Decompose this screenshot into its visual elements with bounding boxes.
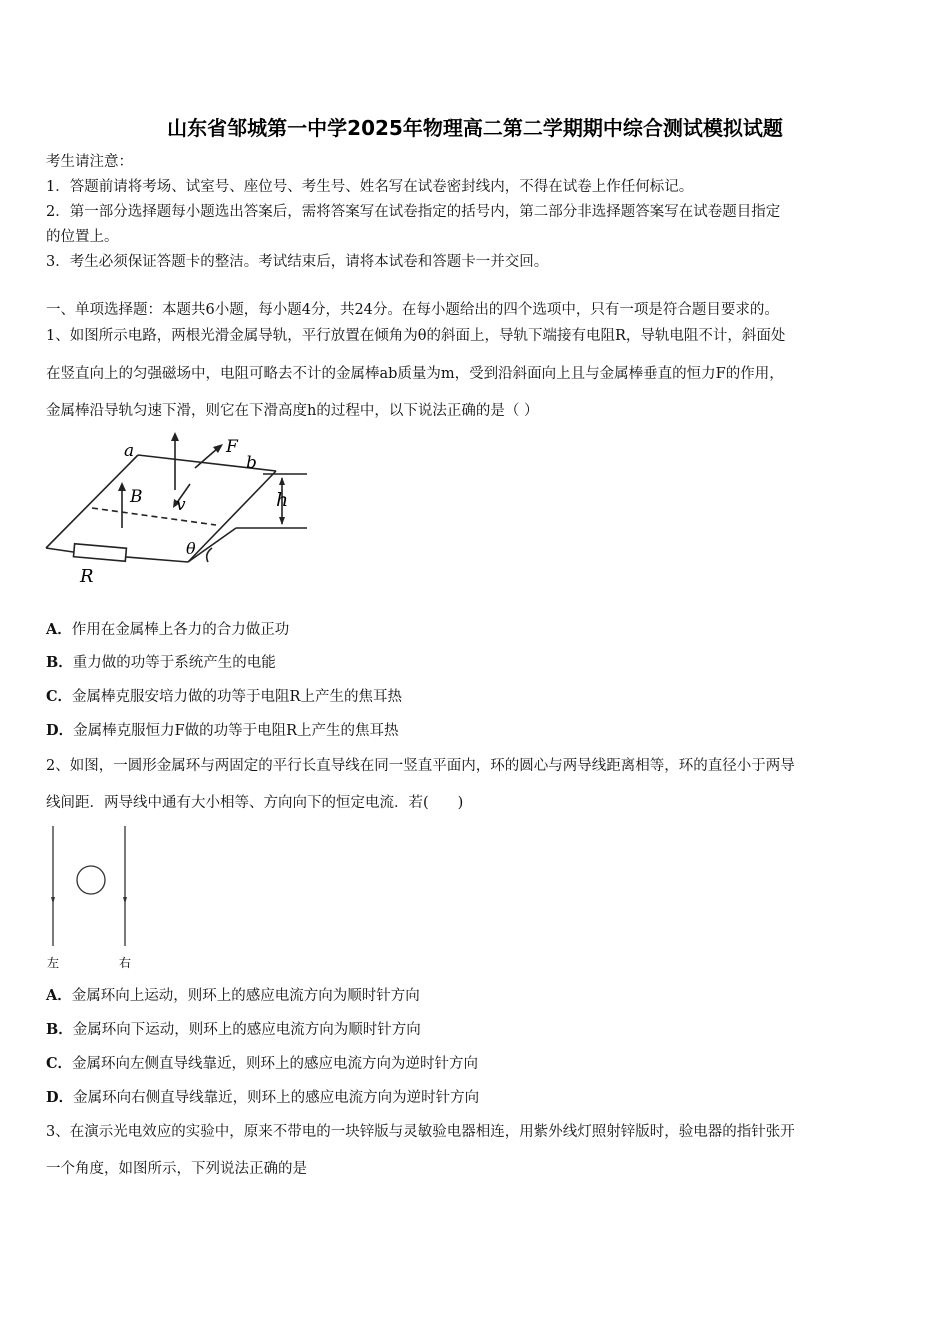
figure-label: θ	[186, 539, 196, 558]
option-item: D．金属棒克服恒力F做的功等于电阻R上产生的焦耳热	[46, 722, 399, 739]
option-item: A．作用在金属棒上各力的合力做正功	[46, 621, 290, 638]
question-2-figure	[40, 822, 150, 972]
question-3-text: 一个角度，如图所示，下列说法正确的是	[46, 1161, 307, 1177]
question-1-text: 1、如图所示电路，两根光滑金属导轨，平行放置在倾角为θ的斜面上，导轨下端接有电阻R，导轨电阻不计，斜面处	[46, 328, 786, 344]
figure-label: h	[276, 489, 289, 511]
figure-label: 左	[47, 956, 60, 970]
question-2-text: 2、如图，一圆形金属环与两固定的平行长直导线在同一竖直平面内，环的圆心与两导线距离相等，环的直径小于两导	[46, 758, 795, 774]
option-item: A．金属环向上运动，则环上的感应电流方向为顺时针方向	[46, 987, 420, 1004]
question-2-text: 线间距．两导线中通有大小相等、方向向下的恒定电流．若( )	[46, 795, 464, 811]
notice-item: 2．第一部分选择题每小题选出答案后，需将答案写在试卷指定的括号内，第二部分非选择题答案写在试卷题目指定	[46, 204, 781, 220]
notice-heading: 考生请注意：	[46, 154, 133, 170]
figure-label: b	[246, 453, 257, 473]
question-3-text: 3、在演示光电效应的实验中，原来不带电的一块锌版与灵敏验电器相连，用紫外线灯照射锌版时，验电器的指针张开	[46, 1124, 795, 1140]
option-item: C．金属环向左侧直导线靠近，则环上的感应电流方向为逆时针方向	[46, 1055, 479, 1072]
option-item: C．金属棒克服安培力做的功等于电阻R上产生的焦耳热	[46, 688, 402, 705]
question-1-text: 在竖直向上的匀强磁场中，电阻可略去不计的金属棒ab质量为m，受到沿斜面向上且与金属棒垂直的恒力F的作用，	[46, 366, 784, 382]
figure-label: 右	[119, 956, 132, 970]
section-heading: 一、单项选择题：本题共6小题，每小题4分，共24分。在每小题给出的四个选项中，只有一项是符合题目要求的。	[46, 302, 779, 318]
page-title: 山东省邹城第一中学2025年物理高二第二学期期中综合测试模拟试题	[167, 116, 783, 140]
option-item: D．金属环向右侧直导线靠近，则环上的感应电流方向为逆时针方向	[46, 1089, 480, 1106]
notice-item: 1．答题前请将考场、试室号、座位号、考生号、姓名写在试卷密封线内，不得在试卷上作任何标记。	[46, 179, 694, 195]
option-item: B．金属环向下运动，则环上的感应电流方向为顺时针方向	[46, 1021, 421, 1038]
notice-item: 的位置上。	[46, 229, 119, 245]
question-1-figure	[40, 430, 320, 590]
question-1-text: 金属棒沿导轨匀速下滑，则它在下滑高度h的过程中，以下说法正确的是（ ）	[46, 403, 539, 419]
figure-label: R	[80, 566, 94, 587]
option-item: B．重力做的功等于系统产生的电能	[46, 654, 276, 671]
figure-label: v	[176, 495, 186, 515]
notice-item: 3．考生必须保证答题卡的整洁。考试结束后，请将本试卷和答题卡一并交回。	[46, 254, 549, 270]
figure-label: a	[124, 441, 135, 461]
figure-label: F	[226, 437, 238, 457]
figure-label: B	[130, 487, 143, 507]
